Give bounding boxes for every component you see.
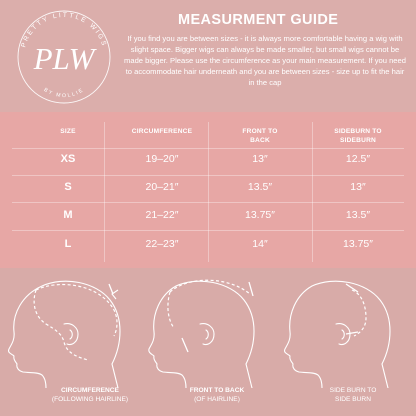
sideburn-caption: [308, 386, 398, 404]
column-divider: [312, 122, 313, 262]
circumference-cell: 20–21″: [145, 181, 179, 193]
header-size: SIZE: [60, 128, 76, 135]
circumference-diagram: [0, 272, 140, 388]
front-to-back-cell: 13″: [252, 153, 268, 165]
sideburn-cell: 12.5″: [345, 153, 371, 165]
size-cell: M: [63, 209, 73, 221]
logo-badge: [10, 3, 118, 111]
size-cell: S: [64, 181, 72, 193]
caption-title: CIRCUMFERENCE: [61, 387, 119, 394]
size-cell: L: [64, 238, 72, 250]
front-to-back-cell: 13.5″: [247, 181, 273, 193]
head-side-icon: [282, 272, 412, 388]
front-to-back-diagram: [148, 272, 268, 388]
row-divider: [12, 175, 404, 176]
front-to-back-caption: [172, 386, 262, 404]
head-side-icon: [0, 272, 140, 388]
row-divider: [12, 148, 404, 149]
brand-logo: [10, 3, 118, 111]
header-circumference: CIRCUMFERENCE: [131, 128, 193, 135]
svg-text:BY MOLLIE: [43, 87, 86, 99]
page-title: MEASURMENT GUIDE: [178, 12, 339, 28]
header-front-to-back: FRONT TO BACK: [242, 128, 278, 144]
caption-subtitle: (FOLLOWING HAIRLINE): [51, 396, 129, 404]
front-to-back-cell: 14″: [252, 238, 268, 250]
caption-subtitle: (OF HAIRLINE): [194, 396, 240, 404]
sideburn-cell: 13″: [350, 181, 366, 193]
front-to-back-cell: 13.75″: [245, 209, 275, 221]
row-divider: [12, 230, 404, 231]
logo-ring-bottom-text: BY MOLLIE: [42, 86, 86, 100]
circumference-caption: [40, 386, 140, 404]
circumference-cell: 21–22″: [145, 209, 179, 221]
caption-subtitle: SIDE BURN: [335, 396, 371, 404]
size-cell: XS: [60, 153, 76, 165]
caption-title: FRONT TO BACK: [189, 387, 245, 394]
circumference-cell: 22–23″: [145, 238, 179, 250]
sideburn-cell: 13.75″: [343, 238, 373, 250]
row-divider: [12, 202, 404, 203]
column-divider: [208, 122, 209, 262]
column-divider: [104, 122, 105, 262]
header-sideburn: SIDEBURN TO SIDEBURN: [334, 128, 382, 144]
circumference-cell: 19–20″: [145, 153, 179, 165]
logo-monogram: PLW: [33, 41, 95, 76]
head-side-icon: [148, 272, 268, 388]
sideburn-cell: 13.5″: [345, 209, 371, 221]
caption-title: SIDE BURN TO: [329, 387, 377, 394]
intro-paragraph: If you find you are between sizes - it is always more comfortable having a wig with slight space. Bigger wigs can always be made smaller, but small wigs cannot be made bigger. Please use the circumference as your main measurement. If you need to accommodate hair underneath and you are between sizes - size up to fit the hair in the cap: [124, 34, 406, 88]
sideburn-diagram: [282, 272, 412, 388]
logo-ring-top-text: PRETTY LITTLE WIGS: [20, 11, 108, 49]
